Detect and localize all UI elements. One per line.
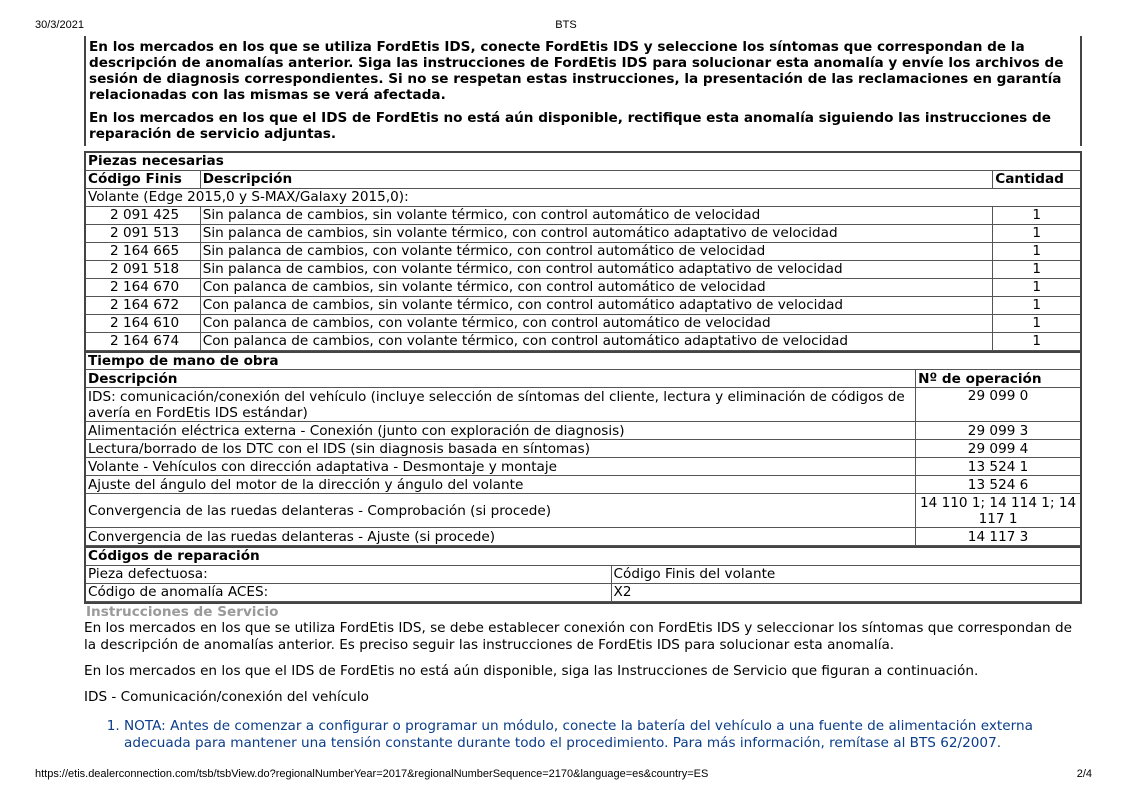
part-code: 2 164 610: [85, 314, 200, 332]
table-row: [85, 206, 1081, 224]
parts-group-label: Volante (Edge 2015,0 y S-MAX/Galaxy 2015,0):: [85, 188, 1081, 206]
service-steps: [84, 718, 1082, 752]
part-quantity: 1: [993, 224, 1081, 242]
part-quantity: 1: [993, 332, 1081, 350]
part-quantity: 1: [993, 314, 1081, 332]
table-row: [85, 476, 1081, 494]
labour-description: Ajuste del ángulo del motor de la dirección y ángulo del volante: [85, 476, 916, 494]
repair-code-label: Código de anomalía ACES:: [85, 583, 611, 601]
labour-header-operation: Nº de operación: [916, 370, 1081, 388]
table-row: [85, 528, 1081, 546]
table-row: [85, 440, 1081, 458]
part-description: Con palanca de cambios, sin volante térmico, con control automático de velocidad: [200, 278, 993, 296]
bulletin-content: [84, 36, 1082, 752]
part-code: 2 091 518: [85, 260, 200, 278]
table-row: [85, 458, 1081, 476]
part-code: 2 164 674: [85, 332, 200, 350]
part-quantity: 1: [993, 278, 1081, 296]
page-number: 2/4: [1076, 768, 1092, 780]
part-code: 2 164 670: [85, 278, 200, 296]
service-paragraph-3: IDS - Comunicación/conexión del vehículo: [84, 688, 369, 705]
print-footer: [0, 768, 1132, 782]
part-description: Sin palanca de cambios, con volante térmico, con control automático adaptativo de velocidad: [200, 260, 993, 278]
part-description: Sin palanca de cambios, con volante térmico, con control automático de velocidad: [200, 242, 993, 260]
table-row: [85, 314, 1081, 332]
table-row: [85, 242, 1081, 260]
parts-header-quantity: Cantidad: [993, 170, 1081, 188]
notice-paragraph-2: En los mercados en los que el IDS de FordEtis no está aún disponible, rectifique esta anomalía siguiendo las instrucciones de reparación de servicio adjuntas.: [89, 110, 1051, 142]
repair-code-value: Código Finis del volante: [611, 565, 1081, 583]
part-code: 2 091 425: [85, 206, 200, 224]
service-paragraph-2: En los mercados en los que el IDS de FordEtis no está aún disponible, siga las Instrucciones de Servicio que figuran a continuación.: [84, 662, 979, 679]
labour-operation: 14 110 1; 14 114 1; 14 117 1: [916, 494, 1081, 528]
labour-description: Convergencia de las ruedas delanteras - Comprobación (si procede): [85, 494, 916, 528]
table-row: [85, 332, 1081, 350]
labour-description: IDS: comunicación/conexión del vehículo (incluye selección de síntomas del cliente, lectura y eliminación de códigos de avería en FordEtis IDS estándar): [85, 388, 916, 422]
part-description: Sin palanca de cambios, sin volante térmico, con control automático adaptativo de velocidad: [200, 224, 993, 242]
table-row: [85, 224, 1081, 242]
parts-section-title: Piezas necesarias: [85, 152, 1081, 170]
labour-description: Alimentación eléctrica externa - Conexión (junto con exploración de diagnosis): [85, 422, 916, 440]
labour-description: Volante - Vehículos con dirección adaptativa - Desmontaje y montaje: [85, 458, 916, 476]
table-row: [85, 583, 1081, 601]
part-description: Con palanca de cambios, con volante térmico, con control automático adaptativo de velocidad: [200, 332, 993, 350]
print-date: 30/3/2021: [35, 19, 84, 31]
labour-operation: 29 099 3: [916, 422, 1081, 440]
service-step: 1. NOTA: Antes de comenzar a configurar o programar un módulo, conecte la batería del vehículo a una fuente de alimentación externa adecuada para mantener una tensión constante durante todo el procedimiento. Para más información, remítase al BTS 62/2007.: [124, 718, 1082, 752]
labour-operation: 13 524 1: [916, 458, 1081, 476]
part-description: Con palanca de cambios, con volante térmico, con control automático de velocidad: [200, 314, 993, 332]
notice-paragraph-1: En los mercados en los que se utiliza FordEtis IDS, conecte FordEtis IDS y seleccione los síntomas que correspondan de la descripción de anomalías anterior. Siga las instrucciones de FordEtis IDS para solucionar esta anomalía y envíe los archivos de sesión de diagnosis correspondientes. Si no se respetan estas instrucciones, la presentación de las reclamaciones en garantía relacionadas con las mismas se verá afectada.: [89, 39, 1064, 103]
parts-header-code: Código Finis: [85, 170, 200, 188]
part-quantity: 1: [993, 242, 1081, 260]
labour-description: Convergencia de las ruedas delanteras - Ajuste (si procede): [85, 528, 916, 546]
table-row: [85, 388, 1081, 422]
print-title: BTS: [555, 19, 577, 31]
table-row: [85, 494, 1081, 528]
repair-codes-table: [84, 546, 1082, 602]
table-row: [85, 422, 1081, 440]
labour-operation: 13 524 6: [916, 476, 1081, 494]
parts-header-description: Descripción: [200, 170, 993, 188]
labour-table: [84, 351, 1082, 547]
repair-code-value: X2: [611, 583, 1081, 601]
repair-code-label: Pieza defectuosa:: [85, 565, 611, 583]
labour-header-description: Descripción: [85, 370, 916, 388]
service-paragraph-1: En los mercados en los que se utiliza FordEtis IDS, se debe establecer conexión con FordEtis IDS y seleccionar los síntomas que correspondan de la descripción de anomalías anterior. Es preciso seguir las instrucciones de FordEtis IDS para solucionar esta anomalía.: [84, 619, 1072, 653]
labour-description: Lectura/borrado de los DTC con el IDS (sin diagnosis basada en síntomas): [85, 440, 916, 458]
part-quantity: 1: [993, 260, 1081, 278]
ids-notice: [84, 36, 1082, 146]
part-quantity: 1: [993, 296, 1081, 314]
part-code: 2 091 513: [85, 224, 200, 242]
parts-table: [84, 151, 1082, 351]
part-quantity: 1: [993, 206, 1081, 224]
page-url: https://etis.dealerconnection.com/tsb/tsbView.do?regionalNumberYear=2017&regionalNumberSequence=2170&language=es&country=ES: [35, 768, 709, 780]
labour-operation: 29 099 0: [916, 388, 1081, 422]
table-row: [85, 296, 1081, 314]
part-code: 2 164 672: [85, 296, 200, 314]
part-code: 2 164 665: [85, 242, 200, 260]
service-instructions: [84, 602, 1082, 752]
labour-operation: 14 117 3: [916, 528, 1081, 546]
table-row: [85, 565, 1081, 583]
table-row: [85, 260, 1081, 278]
print-header: [0, 19, 1132, 33]
labour-operation: 29 099 4: [916, 440, 1081, 458]
repair-codes-section-title: Códigos de reparación: [85, 547, 1081, 565]
part-description: Con palanca de cambios, sin volante térmico, con control automático adaptativo de velocidad: [200, 296, 993, 314]
service-title: Instrucciones de Servicio: [84, 602, 1082, 620]
labour-section-title: Tiempo de mano de obra: [85, 352, 1081, 370]
table-row: [85, 278, 1081, 296]
part-description: Sin palanca de cambios, sin volante térmico, con control automático de velocidad: [200, 206, 993, 224]
